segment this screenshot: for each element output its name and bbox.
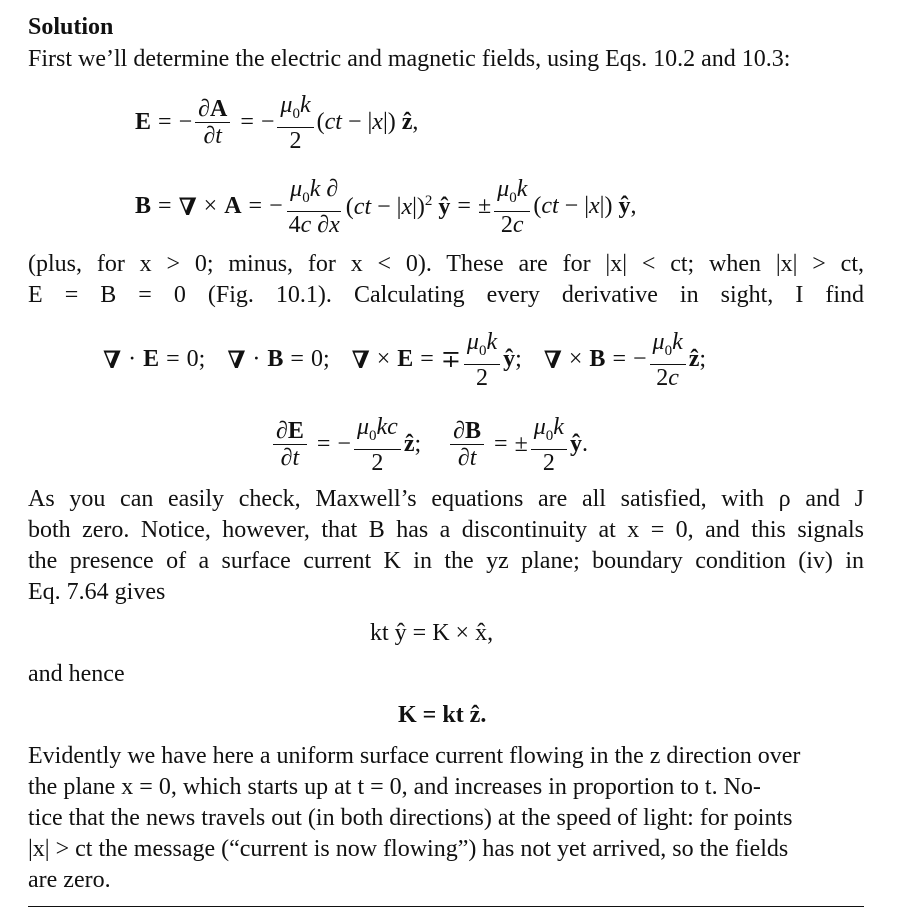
- maxwell-paragraph: [28, 484, 864, 608]
- paragraph-line: Evidently we have here a uniform surface current flowing in the z direction over: [28, 743, 801, 769]
- equation-surface-current: [398, 702, 486, 729]
- paragraph-line: and hence: [28, 661, 125, 687]
- conclusion-paragraph: [28, 741, 864, 896]
- equation-time-derivatives: $\frac{\partial E}{\partial t}$ = − $\frac{\mu_0kc}{2}$ ẑ; $\frac{\partial B}{\partial t}$ = ± $\frac{\mu_0k}{2}$ ŷ.: [270, 414, 588, 476]
- paragraph-line: (plus, for x > 0; minus, for x < 0). These are for |x| < ct; when |x| > ct,: [28, 251, 864, 277]
- conditions-paragraph: [28, 249, 864, 311]
- equation-boundary-text: kt ŷ = K × x̂,: [370, 620, 494, 646]
- equation-surface-current-text: K = kt ẑ.: [398, 702, 487, 728]
- paragraph-line: As you can easily check, Maxwell’s equations are all satisfied, with ρ and J: [28, 486, 864, 512]
- paragraph-line: Eq. 7.64 gives: [28, 579, 166, 605]
- equation-boundary: [370, 620, 493, 647]
- equation-electric-field: E = − $\frac{\partial A}{\partial t}$ = − $\frac{\mu_0k}{2}$ (ct − |x|) ẑ,: [135, 92, 419, 154]
- paragraph-line: E = B = 0 (Fig. 10.1). Calculating every derivative in sight, I find: [28, 282, 864, 308]
- bottom-rule: [28, 906, 864, 907]
- paragraph-line: tice that the news travels out (in both directions) at the speed of light: for points: [28, 805, 793, 831]
- paragraph-line: the plane x = 0, which starts up at t = 0, and increases in proportion to t. No-: [28, 774, 761, 800]
- hence-paragraph: [28, 659, 864, 690]
- section-heading: Solution: [28, 14, 114, 40]
- intro-paragraph: [28, 44, 864, 75]
- paragraph-line: First we’ll determine the electric and magnetic fields, using Eqs. 10.2 and 10.3:: [28, 46, 791, 72]
- paragraph-line: are zero.: [28, 867, 111, 893]
- equation-magnetic-field: B = ∇ × A = − $\frac{\mu_0k \partial}{4c \partial x}$ (ct − |x|)$^2$ ŷ = ± $\frac{\mu_0k}{2c}$ (ct − |x|) ŷ,: [135, 176, 637, 238]
- paragraph-line: the presence of a surface current K in the yz plane; boundary condition (iv) in: [28, 548, 864, 574]
- paragraph-line: |x| > ct the message (“current is now flowing”) has not yet arrived, so the fields: [28, 836, 789, 862]
- paragraph-line: both zero. Notice, however, that B has a discontinuity at x = 0, and this signals: [28, 517, 864, 543]
- equation-derivatives: ∇ · E = 0; ∇ · B = 0; ∇ × E = ∓ $\frac{\mu_0k}{2}$ ŷ; ∇ × B = − $\frac{\mu_0k}{2c}$ ẑ;: [103, 329, 707, 391]
